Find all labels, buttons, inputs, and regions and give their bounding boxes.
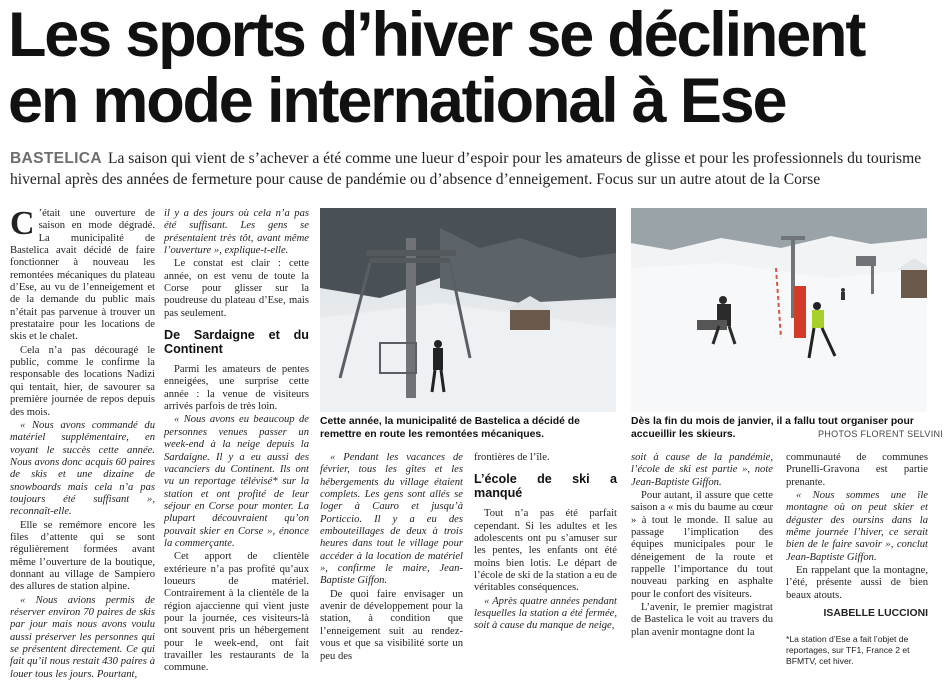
col2-quote-1: il y a des jours où cela n’a pas été suffisant. Les gens se présentaient très tôt, avant même l’ouverture », explique-t-elle. <box>164 208 309 257</box>
text-column-4 <box>474 452 617 634</box>
section-subhead-ecole: L’école de ski a manqué <box>474 472 617 501</box>
col1-paragraph-1: ’était une ouverture de saison en mode dégradé. La municipalité de Bastelica avait décidé de faire fonctionner à nouveau les remontées mécaniques du plateau d’Ese, au vu de l’enneigement et de la demande du public mais n’était pas parvenue à trouver un prestataire pour les locations de skis et le chalet. <box>10 208 155 343</box>
col6-paragraph-1: communauté de communes Prunelli-Gravona est partie prenante. <box>786 452 928 488</box>
col3-quote-1: « Pendant les vacances de février, tous les gîtes et les hébergements du village étaient complets. Les gens sont allés se loger à Cauro et jusqu’à Porticcio. Il y a eu des embouteillages de deux à trois heures dans tout le village pour accéder à la location de matériel », confirme le maire, Jean-Baptiste Giffon. <box>320 452 463 587</box>
photo-credit: PHOTOS FLORENT SELVINI <box>818 429 944 439</box>
photo-skiers <box>631 208 927 412</box>
headline-line-1: Les sports d’hiver se déclinent <box>8 0 865 70</box>
col2-quote-2: « Nous avons eu beaucoup de personnes venues passer un week-end à la neige depuis la Sardaigne. Il y a eu aussi des vacanciers du Continent. Ils ont vu un reportage télévisé* sur la station et ont profité de leur séjour en Corse pour monter. La plupart découvraient qu’on pouvait skier en Corse », énonce la commerçante. <box>164 414 309 549</box>
article-lede <box>10 148 936 190</box>
ski-lift-image <box>320 208 616 412</box>
col1-quote-1: « Nous avons commandé du matériel supplémentaire, en voyant le succès cette année. Nous avons donc acquis 60 paires de skis et une dizaine de snowboards mais cela n’a pas toujours été suffisant », reconnaît-elle. <box>10 419 155 518</box>
text-column-5 <box>631 452 773 638</box>
lede-text: La saison qui vient de s’achever a été comme une lueur d’espoir pour les amateurs de glisse et pour les professionnels du tourisme hivernal après des années de fermeture pour cause de pandémie ou d’absence d’enneigement. Focus sur un autre atout de la Corse <box>10 150 922 188</box>
col4-quote-1: « Après quatre années pendant lesquelles la station a été fermée, soit à cause du manque de neige, <box>474 595 617 632</box>
col5-quote-1: soit à cause de la pandémie, l’école de ski est partie », note Jean-Baptiste Giffon. <box>631 452 773 488</box>
col3-paragraph-1: De quoi faire envisager un avenir de développement pour la station, à condition que l’enneigement suit au rendez-vous et que sa visibilité sorte un peu des <box>320 588 463 662</box>
headline-line-2: en mode international à Ese <box>8 66 786 136</box>
col4-paragraph-2: Tout n’a pas été parfait cependant. Si les adultes et les adolescents ont pu s’amuser sur les pentes, les enfants ont été moins bien lotis. Le départ de l’école de ski de la station a eu de véritables conséquences. <box>474 508 617 594</box>
text-column-1 <box>10 205 155 680</box>
col2-paragraph-2: Parmi les amateurs de pentes enneigées, une surprise cette année : la venue de visiteurs arrivés parfois de très loin. <box>164 364 309 413</box>
kicker-location: BASTELICA <box>10 150 102 167</box>
author-signature: ISABELLE LUCCIONI <box>823 608 928 620</box>
footnote: *La station d’Ese a fait l’objet de reportages, sur TF1, France 2 et BFMTV, cet hiver. <box>786 634 910 667</box>
text-column-2 <box>164 208 309 674</box>
col6-paragraph-2: En rappelant que la montagne, l’été, présente aussi de bien beaux atouts. <box>786 565 928 601</box>
col2-paragraph-1: Le constat est clair : cette année, on est venu de toute la Corse pour glisser sur la poudreuse du plateau d’Ese, mais pas seulement. <box>164 258 309 319</box>
col5-paragraph-2: L’avenir, le premier magistrat de Bastelica le voit au travers du plan avenir montagne dont la <box>631 602 773 638</box>
col1-quote-2: « Nous avions permis de réserver environ 70 paires de skis par jour mais nous avons voulu aussi préserver les personnes qui se présentent directement. Ce qui fait qu’il nous restait 430 paires à louer tous les jours. Pourtant, <box>10 594 155 680</box>
text-column-3 <box>320 452 463 662</box>
drop-cap: C <box>10 205 35 242</box>
section-subhead-sardaigne: De Sardaigne et du Continent <box>164 328 309 357</box>
photo-ski-lift <box>320 208 616 412</box>
skiers-image <box>631 208 927 412</box>
col6-quote-1: « Nous sommes une île montagne où on peut skier et déguster des oursins dans la même journée l’hiver, ce serait bien de le faire savoir », conclut Jean-Baptiste Giffon. <box>786 490 928 563</box>
article-headline <box>8 2 940 134</box>
text-column-6 <box>786 452 928 667</box>
col2-paragraph-3: Cet apport de clientèle extérieure n’a pas profité qu’aux loueurs de matériel. Contrairement à la clientèle de la région ajaccienne qui vient juste pour la journée, ces visiteurs-là ont souvent pris un hébergement pour le week-end, ont fait travailler les restaurants de la commune. <box>164 551 309 674</box>
col5-paragraph-1: Pour autant, il assure que cette saison a « mis du baume au cœur » à tout le monde. Il salue au passage l’implication des équipes municipales pour le déneigement de la route et rappelle l’importance du tout nouveau parking en asphalte pour le confort des visiteurs. <box>631 490 773 600</box>
col4-paragraph-1: frontières de l’île. <box>474 452 550 463</box>
col1-paragraph-2: Cela n’a pas découragé le public, comme le confirme la responsable des locations Nadizi qui tentait, hier, de savourer sa première journée de repos depuis des mois. <box>10 344 155 418</box>
photo1-caption: Cette année, la municipalité de Bastelica a décidé de remettre en route les remontées mécaniques. <box>320 416 580 440</box>
col1-paragraph-3: Elle se remémore encore les files d’attente qui se sont régulièrement formées avant même l’ouverture de la boutique, donnant au village de Sampiero des allures de station alpine. <box>10 519 155 593</box>
photo2-caption: Dès la fin du mois de janvier, il a fallu tout organiser pour accueillir les skieurs. <box>631 416 914 440</box>
